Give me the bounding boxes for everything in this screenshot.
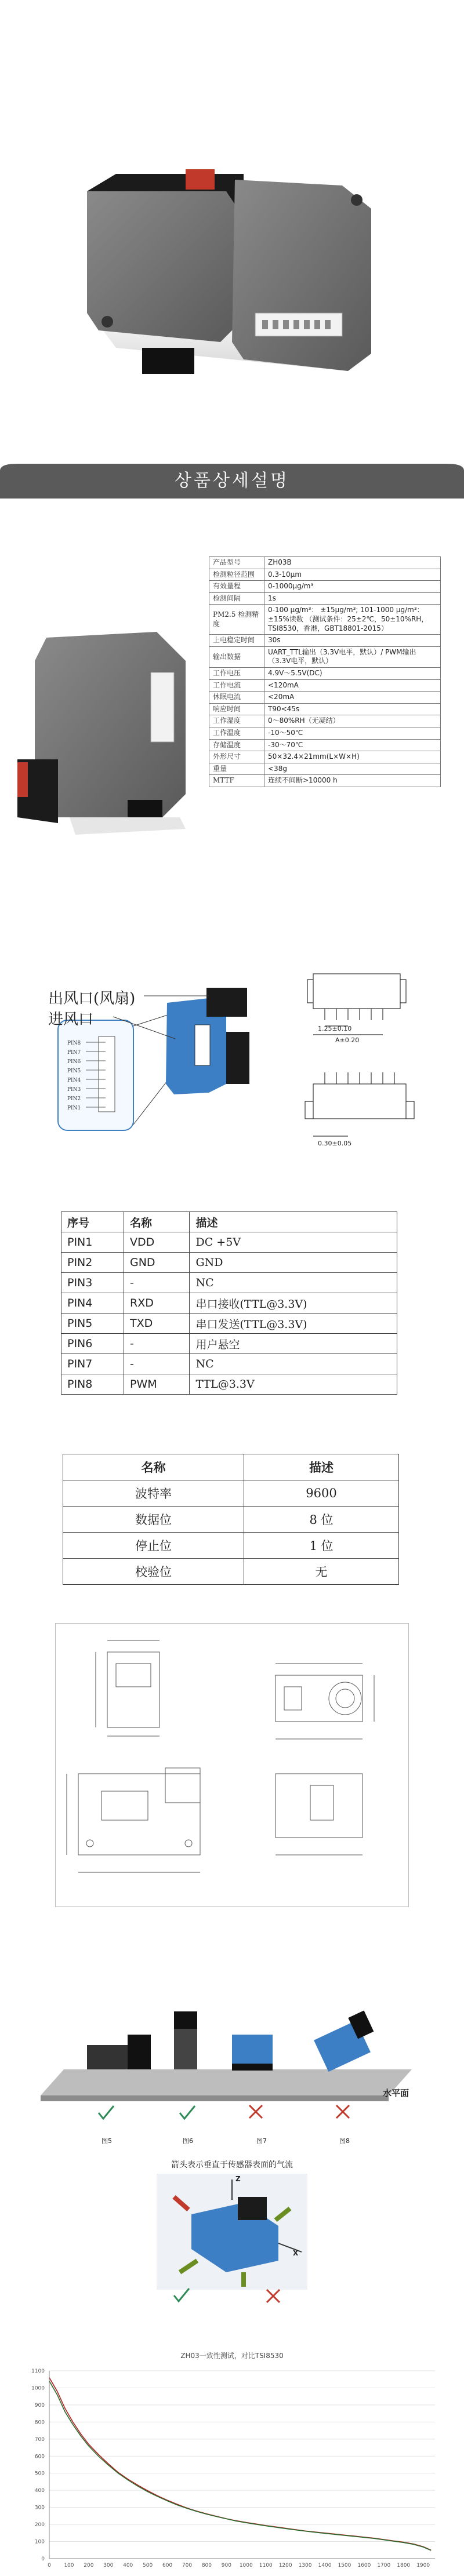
x-tick-label: 1100 [259,2563,273,2568]
uart-value: 8 位 [244,1507,399,1533]
fig5-label: 图5 [102,2137,112,2145]
pin-name: PWM [124,1374,190,1395]
spec-row [209,727,441,739]
airflow-diagram [157,2174,307,2307]
spec-value: -10～50℃ [264,727,441,739]
section-banner [0,464,464,499]
x-tick-label: 700 [182,2563,193,2568]
pin-row [61,1253,397,1273]
uart-row [63,1507,399,1533]
spec-row [209,715,441,727]
pin-name: - [124,1354,190,1374]
uart-row [63,1480,399,1507]
x-tick-label: 1400 [318,2563,332,2568]
spec-value: -30～70℃ [264,739,441,751]
pin-index: PIN3 [61,1273,124,1293]
pin-label: PIN5 [67,1068,81,1074]
x-tick-label: 600 [162,2563,173,2568]
uart-value: 9600 [244,1480,399,1507]
pin-desc: NC [190,1273,397,1293]
spec-row [209,605,441,635]
spec-row [209,739,441,751]
pin-name: TXD [124,1314,190,1334]
pin-name: VDD [124,1232,190,1253]
pin-desc: DC +5V [190,1232,397,1253]
uart-header-name: 名称 [63,1454,244,1480]
x-tick-label: 0 [48,2563,51,2568]
x-tick-label: 300 [103,2563,114,2568]
pin-name: RXD [124,1293,190,1314]
x-tick-label: 1600 [357,2563,371,2568]
pin-row [61,1374,397,1395]
y-tick-label: 700 [34,2436,45,2443]
spec-table [209,556,441,787]
spec-row [209,646,441,667]
spec-key: 存储温度 [209,739,264,751]
spec-key: 响应时间 [209,703,264,715]
x-tick-label: 100 [64,2563,74,2568]
spec-row [209,751,441,763]
pin-desc: 串口发送(TTL@3.3V) [190,1314,397,1334]
pin-table [61,1211,397,1395]
y-tick-label: 100 [34,2539,45,2545]
spec-value: 4.9V～5.5V(DC) [264,667,441,679]
pin-desc: 串口接收(TTL@3.3V) [190,1293,397,1314]
x-tick-label: 1700 [377,2563,391,2568]
pin-row [61,1273,397,1293]
spec-key: 有效量程 [209,581,264,593]
chart-title: ZH03一致性测试，对比TSI8530 [180,2352,284,2360]
x-tick-label: 200 [84,2563,94,2568]
pin-row [61,1334,397,1354]
x-tick-label: 1200 [278,2563,292,2568]
spec-key: 休眠电流 [209,692,264,704]
install-orientation [41,2000,435,2151]
pin-index: PIN5 [61,1314,124,1334]
pin-index: PIN8 [61,1374,124,1395]
spec-key: 工作电压 [209,667,264,679]
uart-param: 校验位 [63,1559,244,1585]
spec-key: 外形尺寸 [209,751,264,763]
spec-value: 0-1000μg/m³ [264,581,441,593]
spec-value: T90<45s [264,703,441,715]
pin-header-index: 序号 [61,1212,124,1232]
spec-key: 检测粒径范围 [209,569,264,581]
x-tick-label: 1900 [416,2563,430,2568]
y-tick-label: 600 [34,2454,45,2460]
spec-value: <120mA [264,679,441,692]
x-tick-label: 800 [201,2563,212,2568]
uart-table [63,1454,399,1585]
pin-index: PIN2 [61,1253,124,1273]
consistency-chart [0,2319,464,2576]
spec-value: <20mA [264,692,441,704]
axis-x-label: X [293,2249,299,2257]
y-tick-label: 1000 [31,2385,45,2392]
pin-label: PIN3 [67,1087,81,1093]
pin-desc: TTL@3.3V [190,1374,397,1395]
dim-b-label: A±0.20 [335,1036,360,1044]
pin-header-desc: 描述 [190,1212,397,1232]
y-tick-label: 300 [34,2505,45,2511]
product-photo-angled [12,626,203,846]
pin-index: PIN4 [61,1293,124,1314]
dim-c-label: 0.30±0.05 [318,1140,352,1147]
spec-value: 0.3-10μm [264,569,441,581]
uart-value: 无 [244,1559,399,1585]
uart-header-desc: 描述 [244,1454,399,1480]
spec-row [209,703,441,715]
y-tick-label: 200 [34,2522,45,2528]
pin-label: PIN2 [67,1096,81,1102]
airflow-note: 箭头表示垂直于传感器表面的气流 [171,2160,293,2170]
spec-value: <38g [264,763,441,775]
spec-value: UART_TTL输出（3.3V电平，默认）/ PWM输出（3.3V电平，默认） [264,646,441,667]
pin-index: PIN1 [61,1232,124,1253]
spec-key: 工作湿度 [209,715,264,727]
y-tick-label: 800 [34,2419,45,2426]
spec-row [209,692,441,704]
banner-title: 상품상세설명 [175,471,289,491]
spec-key: MTTF [209,775,264,787]
spec-row [209,557,441,569]
spec-key: 重量 [209,763,264,775]
spec-value: 1s [264,592,441,605]
mechanical-drawing [55,1623,409,1907]
outlet-label: 出风口(风扇) [48,990,136,1007]
uart-row [63,1533,399,1559]
spec-value: 连续不间断>10000 h [264,775,441,787]
fig7-label: 图7 [256,2137,267,2145]
pin-label: PIN1 [67,1105,81,1111]
horizontal-plane-label: 水平面 [383,2088,409,2098]
spec-row [209,763,441,775]
pin-label: PIN6 [67,1059,81,1065]
uart-value: 1 位 [244,1533,399,1559]
spec-key: 工作温度 [209,727,264,739]
x-tick-label: 1500 [338,2563,351,2568]
spec-key: 输出数据 [209,646,264,667]
spec-row [209,635,441,647]
y-tick-label: 500 [34,2471,45,2477]
spec-row [209,775,441,787]
y-tick-label: 1100 [31,2368,45,2374]
x-tick-label: 500 [143,2563,153,2568]
spec-value: 0～80%RH（无凝结） [264,715,441,727]
inlet-label: 进风口 [48,1011,94,1028]
pin-row [61,1354,397,1374]
pin-row [61,1232,397,1253]
spec-key: 检测间隔 [209,592,264,605]
pin-row [61,1293,397,1314]
spec-row [209,667,441,679]
spec-row [209,581,441,593]
spec-row [209,679,441,692]
pin-name: - [124,1273,190,1293]
pin-index: PIN7 [61,1354,124,1374]
x-tick-label: 400 [123,2563,133,2568]
spec-key: PM2.5 检测精度 [209,605,264,635]
spec-row [209,569,441,581]
spec-key: 产品型号 [209,557,264,569]
pin-desc: NC [190,1354,397,1374]
x-tick-label: 900 [221,2563,231,2568]
y-tick-label: 0 [41,2556,45,2562]
fig8-label: 图8 [339,2137,350,2145]
uart-param: 停止位 [63,1533,244,1559]
spec-key: 上电稳定时间 [209,635,264,647]
product-photo [0,0,464,458]
uart-row [63,1559,399,1585]
y-tick-label: 400 [34,2488,45,2494]
dim-a-label: 1.25±0.10 [318,1025,352,1032]
spec-value: 30s [264,635,441,647]
uart-param: 波特率 [63,1480,244,1507]
pin-index: PIN6 [61,1334,124,1354]
pin-header-name: 名称 [124,1212,190,1232]
pin-label: PIN7 [67,1050,81,1056]
x-tick-label: 1800 [397,2563,411,2568]
pin-row [61,1314,397,1334]
spec-value: ZH03B [264,557,441,569]
fig6-label: 图6 [183,2137,193,2145]
spec-value: 0-100 μg/m³： ±15μg/m³; 101-1000 μg/m³： ±15%读数 （测试条件：25±2℃，50±10%RH，TSI8530，香港，GBT18801-2015） [264,605,441,635]
spec-row [209,592,441,605]
pin-label: PIN4 [67,1078,81,1083]
spec-value: 50×32.4×21mm(L×W×H) [264,751,441,763]
axis-z-label: Z [235,2175,241,2183]
pin-name: - [124,1334,190,1354]
pin-label: PIN8 [67,1040,81,1046]
y-tick-label: 900 [34,2402,45,2408]
pin-desc: GND [190,1253,397,1273]
pin-name: GND [124,1253,190,1273]
uart-param: 数据位 [63,1507,244,1533]
spec-key: 工作电流 [209,679,264,692]
x-tick-label: 1300 [298,2563,312,2568]
pin-desc: 用户悬空 [190,1334,397,1354]
x-tick-label: 1000 [239,2563,253,2568]
